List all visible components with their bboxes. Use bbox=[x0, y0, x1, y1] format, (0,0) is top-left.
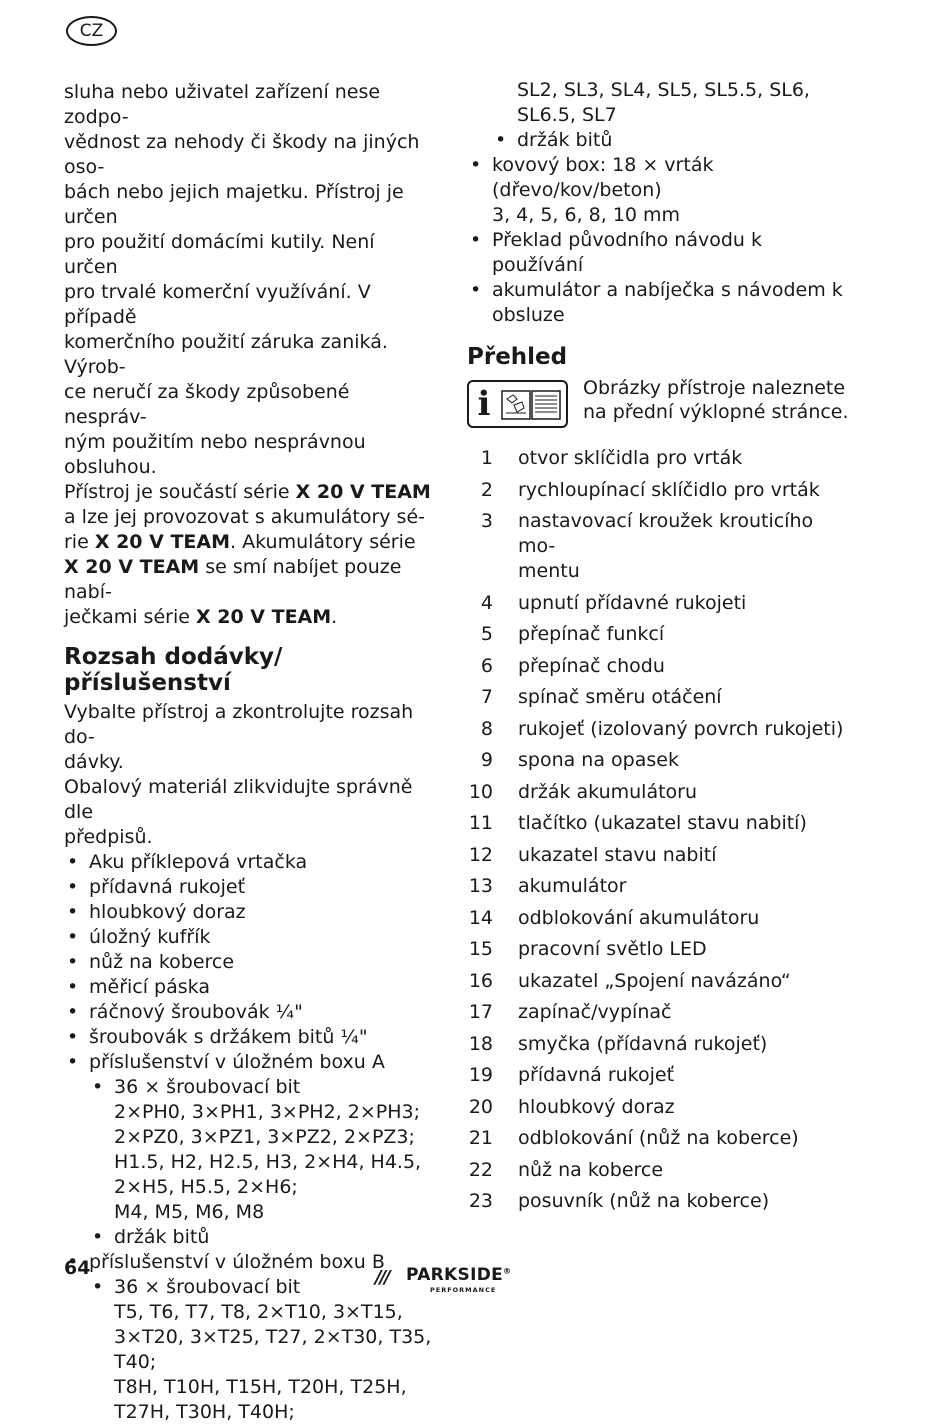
part-item bbox=[467, 780, 847, 805]
text-line: ným použitím nebo nesprávnou obsluhou. bbox=[64, 431, 366, 478]
part-number: 5 bbox=[480, 623, 493, 645]
part-number: 23 bbox=[468, 1190, 493, 1212]
part-item bbox=[467, 1032, 847, 1057]
text-line: komerčního použití záruka zaniká. Výrob- bbox=[64, 331, 388, 378]
part-label: otvor sklíčidla pro vrták bbox=[518, 447, 743, 469]
parts-list bbox=[467, 446, 847, 1214]
book-icon bbox=[501, 387, 563, 423]
part-label: ukazatel „Spojení navázáno“ bbox=[518, 969, 791, 992]
series-name: X 20 V TEAM bbox=[64, 556, 200, 578]
part-item bbox=[467, 748, 847, 773]
text-line: sluha nebo uživatel zařízení nese zodpo- bbox=[64, 81, 381, 128]
part-label: přepínač chodu bbox=[518, 654, 665, 677]
part-item bbox=[467, 1000, 847, 1025]
part-number: 8 bbox=[480, 717, 493, 740]
part-label: spínač směru otáčení bbox=[518, 686, 722, 708]
part-label: rychloupínací sklíčidlo pro vrták bbox=[518, 478, 820, 501]
part-item bbox=[467, 1158, 847, 1183]
info-book-icon bbox=[467, 380, 568, 428]
part-label: přepínač funkcí bbox=[518, 623, 665, 645]
box-b-holder-list bbox=[492, 128, 847, 153]
part-label: pracovní světlo LED bbox=[518, 938, 707, 960]
part-number: 19 bbox=[468, 1064, 493, 1086]
list-item: • 36 × šroubovací bit 2×PH0, 3×PH1, 3×PH2, 2×PH3; 2×PZ0, 3×PZ1, 3×PZ2, 2×PZ3; H1.5, H2, H2.5, H3, 2×H4, H4.5, 2×H5, H5.5, 2×H6; M4, M5, M6, M8 bbox=[89, 1075, 434, 1225]
part-item bbox=[467, 685, 847, 710]
overview-heading: Přehled bbox=[467, 344, 568, 370]
part-number: 22 bbox=[468, 1158, 493, 1181]
part-label: přídavná rukojeť bbox=[518, 1064, 675, 1086]
part-item bbox=[467, 906, 847, 931]
part-number: 15 bbox=[468, 938, 493, 960]
list-item: • úložný kufřík bbox=[64, 925, 434, 950]
part-number: 1 bbox=[480, 447, 493, 469]
part-label: mentu bbox=[518, 560, 580, 582]
part-item bbox=[467, 811, 847, 836]
part-label: ukazatel stavu nabití bbox=[518, 843, 717, 866]
part-number: 16 bbox=[468, 969, 493, 992]
part-item bbox=[467, 843, 847, 868]
part-number: 18 bbox=[468, 1032, 493, 1055]
intro-paragraph bbox=[64, 80, 434, 630]
scope-intro: Vybalte přístroj a zkontrolujte rozsah do- dávky. Obalový materiál zlikvidujte správně dle předpisů. bbox=[64, 701, 414, 848]
text-line: pro trvalé komerční využívání. V případě bbox=[64, 281, 371, 328]
part-item bbox=[467, 509, 847, 584]
part-label: upnutí přídavné rukojeti bbox=[518, 591, 747, 614]
text-line: bách nebo jejich majetku. Přístroj je určen bbox=[64, 181, 404, 228]
part-label: nastavovací kroužek krouticího mo- bbox=[518, 510, 814, 557]
left-column bbox=[64, 80, 434, 1425]
box-b-continued: SL2, SL3, SL4, SL5, SL5.5, SL6, SL6.5, SL7 bbox=[517, 79, 810, 126]
box-a-list bbox=[89, 1075, 434, 1250]
text-line: ječkami série X 20 V TEAM. bbox=[64, 606, 338, 628]
part-number: 14 bbox=[468, 906, 493, 929]
text-line: Přístroj je součástí série X 20 V TEAM bbox=[64, 481, 431, 503]
part-item bbox=[467, 1189, 847, 1214]
logo-slashes: /// bbox=[375, 1267, 389, 1288]
part-number: 11 bbox=[468, 812, 493, 834]
part-item bbox=[467, 1063, 847, 1088]
part-label: odblokování akumulátoru bbox=[518, 906, 760, 929]
text-line: rie X 20 V TEAM. Akumulátory série bbox=[64, 531, 416, 553]
part-item bbox=[467, 1095, 847, 1120]
list-item: • hloubkový doraz bbox=[64, 900, 434, 925]
scope-heading: Rozsah dodávky/ příslušenství bbox=[64, 644, 283, 696]
part-number: 2 bbox=[480, 478, 493, 501]
part-item bbox=[467, 446, 847, 471]
text-line: X 20 V TEAM se smí nabíjet pouze nabí- bbox=[64, 556, 402, 603]
part-number: 4 bbox=[480, 591, 493, 614]
info-note bbox=[467, 376, 847, 428]
part-label: smyčka (přídavná rukojeť) bbox=[518, 1032, 768, 1055]
part-label: posuvník (nůž na koberce) bbox=[518, 1190, 770, 1212]
text-line: a lze jej provozovat s akumulátory sé- bbox=[64, 506, 425, 528]
part-item bbox=[467, 717, 847, 742]
list-item: • šroubovák s držákem bitů ¼" bbox=[64, 1025, 434, 1050]
series-name: X 20 V TEAM bbox=[94, 531, 231, 553]
language-badge: CZ bbox=[66, 16, 117, 46]
part-number: 17 bbox=[468, 1001, 493, 1023]
list-item: • akumulátor a nabíječka s návodem k obsluze bbox=[467, 278, 847, 328]
part-item bbox=[467, 937, 847, 962]
part-label: spona na opasek bbox=[518, 749, 679, 771]
list-item: • 36 × šroubovací bit T5, T6, T7, T8, 2×T10, 3×T15, 3×T20, 3×T25, T27, 2×T30, T35, T40; T8H, T10H, T15H, T20H, T25H, T27H, T30H, T40H; bbox=[89, 1275, 434, 1425]
series-name: X 20 V TEAM bbox=[295, 481, 431, 503]
series-name: X 20 V TEAM bbox=[195, 606, 332, 628]
list-item: • nůž na koberce bbox=[64, 950, 434, 975]
delivery-list-continued bbox=[467, 153, 847, 328]
text-line: vědnost za nehody či škody na jiných oso- bbox=[64, 131, 420, 178]
list-item: • Aku příklepová vrtačka bbox=[64, 850, 434, 875]
logo-text: PARKSIDE® bbox=[406, 1265, 512, 1285]
part-label: nůž na koberce bbox=[518, 1158, 664, 1181]
part-item bbox=[467, 591, 847, 616]
delivery-list bbox=[64, 850, 434, 1425]
part-item bbox=[467, 654, 847, 679]
list-item: • ráčnový šroubovák ¼" bbox=[64, 1000, 434, 1025]
text-line: ce neručí za škody způsobené nespráv- bbox=[64, 381, 350, 428]
part-number: 12 bbox=[468, 843, 493, 866]
part-label: držák akumulátoru bbox=[518, 780, 698, 803]
info-i-icon: i bbox=[477, 384, 491, 424]
part-number: 20 bbox=[468, 1095, 493, 1118]
right-column bbox=[467, 78, 847, 1221]
part-number: 13 bbox=[468, 875, 493, 897]
part-label: akumulátor bbox=[518, 875, 627, 897]
part-number: 3 bbox=[480, 510, 493, 532]
part-item bbox=[467, 1126, 847, 1151]
list-item: • držák bitů bbox=[492, 128, 847, 153]
part-label: odblokování (nůž na koberce) bbox=[518, 1127, 799, 1149]
list-item: • Překlad původního návodu k používání bbox=[467, 228, 847, 278]
parkside-logo bbox=[375, 1265, 525, 1299]
part-item bbox=[467, 969, 847, 994]
part-number: 21 bbox=[468, 1127, 493, 1149]
part-item bbox=[467, 478, 847, 503]
list-item: • kovový box: 18 × vrták (dřevo/kov/beton) 3, 4, 5, 6, 8, 10 mm bbox=[467, 153, 847, 228]
info-text: Obrázky přístroje naleznete na přední výklopné stránce. bbox=[583, 377, 849, 423]
part-number: 7 bbox=[480, 686, 493, 708]
page-number: 64 bbox=[64, 1257, 91, 1279]
list-item: • příslušenství v úložném boxu A • 36 × šroubovací bit 2×PH0, 3×PH1, 3×PH2, 2×PH3; 2×PZ0, 3×PZ1, 3×PZ2, 2×PZ3; H1.5, H2, H2.5, H3, 2×H4, H4.5, 2×H5, H5.5, 2×H6; M4, M5, M6, M8 • držák bitů bbox=[64, 1050, 434, 1250]
logo-subtitle: PERFORMANCE bbox=[430, 1286, 497, 1294]
part-label: tlačítko (ukazatel stavu nabití) bbox=[518, 812, 807, 834]
part-item bbox=[467, 874, 847, 899]
part-number: 10 bbox=[468, 780, 493, 803]
part-label: zapínač/vypínač bbox=[518, 1001, 672, 1023]
list-item: • měřicí páska bbox=[64, 975, 434, 1000]
text-line: pro použití domácími kutily. Není určen bbox=[64, 231, 375, 278]
part-label: rukojeť (izolovaný povrch rukojeti) bbox=[518, 717, 844, 740]
part-item bbox=[467, 622, 847, 647]
list-item: • držák bitů bbox=[89, 1225, 434, 1250]
list-item: • příslušenství v úložném boxu B • 36 × šroubovací bit T5, T6, T7, T8, 2×T10, 3×T15, 3×T20, 3×T25, T27, 2×T30, T35, T40; T8H, T10H, T15H, T20H, T25H, T27H, T30H, T40H; bbox=[64, 1250, 434, 1425]
part-number: 9 bbox=[480, 749, 493, 771]
part-label: hloubkový doraz bbox=[518, 1095, 675, 1118]
part-number: 6 bbox=[480, 654, 493, 677]
list-item: • přídavná rukojeť bbox=[64, 875, 434, 900]
